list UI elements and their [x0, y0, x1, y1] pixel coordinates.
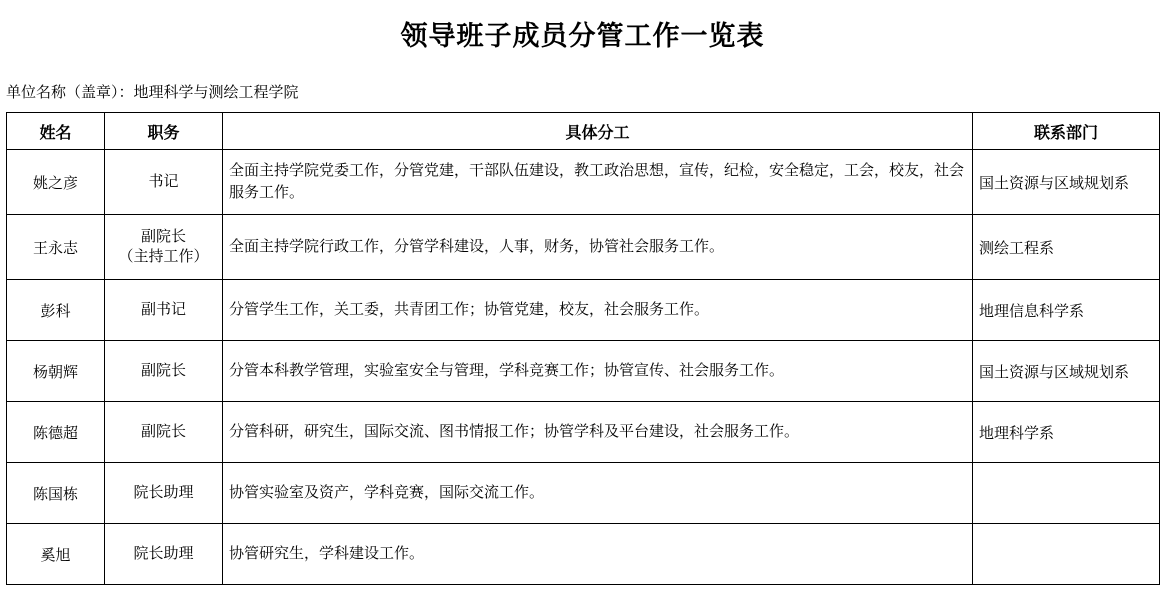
table-row [7, 463, 1160, 524]
column-header-dept: 联系部门 [973, 113, 1160, 150]
cell-post: 书记 [105, 150, 223, 215]
cell-duty: 协管实验室及资产，学科竞赛，国际交流工作。 [223, 463, 973, 524]
table-row [7, 280, 1160, 341]
table-row [7, 215, 1160, 280]
cell-name: 杨朝辉 [7, 341, 105, 402]
leadership-duty-table [6, 112, 1160, 585]
cell-duty: 协管研究生，学科建设工作。 [223, 524, 973, 585]
table-row [7, 524, 1160, 585]
column-header-post: 职务 [105, 113, 223, 150]
cell-name: 王永志 [7, 215, 105, 280]
cell-duty: 分管本科教学管理，实验室安全与管理，学科竞赛工作；协管宣传、社会服务工作。 [223, 341, 973, 402]
table-row [7, 341, 1160, 402]
cell-duty: 分管科研，研究生，国际交流、图书情报工作；协管学科及平台建设，社会服务工作。 [223, 402, 973, 463]
cell-dept: 测绘工程系 [973, 215, 1160, 280]
cell-name: 姚之彦 [7, 150, 105, 215]
cell-post: 副院长 [105, 341, 223, 402]
column-header-name: 姓名 [7, 113, 105, 150]
table-row [7, 402, 1160, 463]
cell-post: 副书记 [105, 280, 223, 341]
cell-duty: 全面主持学院党委工作，分管党建，干部队伍建设，教工政治思想，宣传，纪检，安全稳定，工会，校友，社会服务工作。 [223, 150, 973, 215]
page-title: 领导班子成员分管工作一览表 [400, 21, 765, 51]
cell-duty: 分管学生工作，关工委，共青团工作；协管党建，校友，社会服务工作。 [223, 280, 973, 341]
table-row [7, 150, 1160, 215]
cell-name: 陈德超 [7, 402, 105, 463]
cell-dept [973, 524, 1160, 585]
cell-name: 奚旭 [7, 524, 105, 585]
cell-post: 院长助理 [105, 524, 223, 585]
column-header-duty: 具体分工 [223, 113, 973, 150]
cell-dept: 国土资源与区域规划系 [973, 150, 1160, 215]
cell-dept [973, 463, 1160, 524]
cell-post: 副院长 （主持工作） [105, 215, 223, 280]
cell-name: 彭科 [7, 280, 105, 341]
cell-name: 陈国栋 [7, 463, 105, 524]
cell-dept: 地理信息科学系 [973, 280, 1160, 341]
cell-dept: 国土资源与区域规划系 [973, 341, 1160, 402]
table-header-row [7, 113, 1160, 150]
cell-dept: 地理科学系 [973, 402, 1160, 463]
unit-name-line: 单位名称（盖章）：地理科学与测绘工程学院 [6, 84, 299, 101]
cell-post: 院长助理 [105, 463, 223, 524]
cell-post: 副院长 [105, 402, 223, 463]
cell-duty: 全面主持学院行政工作，分管学科建设，人事，财务，协管社会服务工作。 [223, 215, 973, 280]
